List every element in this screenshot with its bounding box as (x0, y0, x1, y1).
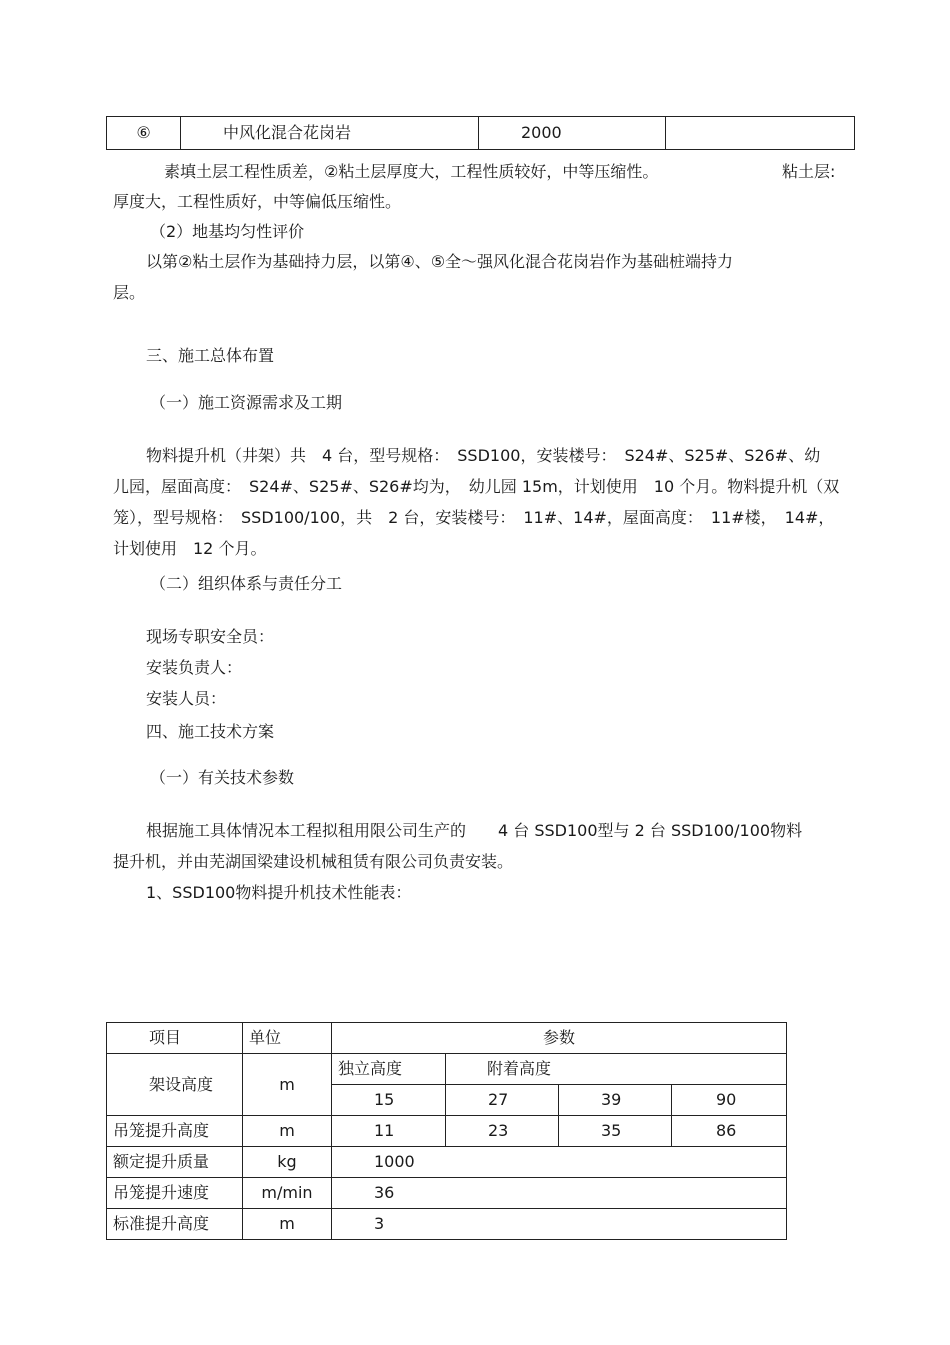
table-row (107, 1178, 787, 1209)
paragraph-bearing-line1: 以第②粘土层作为基础持力层，以第④、⑤全～强风化混合花岗岩作为基础桩端持力 (146, 252, 734, 271)
paragraph-soil-line1-tail: 粘土层: (782, 162, 836, 181)
layer-value: 2000 (479, 117, 666, 150)
cage-lift-value: 23 (446, 1116, 559, 1147)
installers-label: 安装人员： (146, 689, 227, 708)
table-row (107, 1147, 787, 1178)
rated-load-value: 1000 (332, 1147, 787, 1178)
cage-lift-value: 11 (332, 1116, 446, 1147)
cage-lift-value: 86 (672, 1116, 787, 1147)
erect-value: 15 (332, 1085, 446, 1116)
performance-table (106, 1022, 787, 1240)
header-item: 项目 (107, 1023, 243, 1054)
table-row (107, 1116, 787, 1147)
header-unit: 单位 (243, 1023, 332, 1054)
attached-height-label: 附着高度 (446, 1054, 787, 1085)
paragraph-hoist-line4: 计划使用 12 个月。 (113, 539, 267, 558)
heading-uniformity: （2）地基均匀性评价 (150, 222, 305, 241)
erect-height-label: 架设高度 (107, 1054, 243, 1116)
layer-number: ⑥ (107, 117, 181, 150)
std-height-unit: m (243, 1209, 332, 1240)
table-row (107, 1209, 787, 1240)
free-height-label: 独立高度 (332, 1054, 446, 1085)
cage-speed-value: 36 (332, 1178, 787, 1209)
paragraph-hoist-line1: 物料提升机（井架）共 4 台，型号规格： SSD100，安装楼号： S24#、S25#、S26#、幼 (146, 446, 821, 465)
erect-value: 27 (446, 1085, 559, 1116)
paragraph-soil-line2: 厚度大，工程性质好，中等偏低压缩性。 (113, 192, 402, 211)
heading-resources: （一）施工资源需求及工期 (150, 393, 343, 412)
install-lead-label: 安装负责人： (146, 658, 243, 677)
paragraph-hoist-line3: 笼），型号规格： SSD100/100，共 2 台，安装楼号： 11#、14#，屋面高度： 11#楼， 14#， (113, 508, 835, 527)
cage-lift-value: 35 (559, 1116, 672, 1147)
soil-table (106, 116, 855, 150)
std-height-label: 标准提升高度 (107, 1209, 243, 1240)
table-row (107, 1054, 787, 1085)
heading-parameters: （一）有关技术参数 (150, 768, 295, 787)
rated-load-unit: kg (243, 1147, 332, 1178)
std-height-value: 3 (332, 1209, 787, 1240)
safety-officer-label: 现场专职安全员： (146, 627, 275, 646)
paragraph-bearing-line2: 层。 (113, 283, 146, 302)
cage-speed-label: 吊笼提升速度 (107, 1178, 243, 1209)
cage-lift-label: 吊笼提升高度 (107, 1116, 243, 1147)
heading-organization: （二）组织体系与责任分工 (150, 574, 343, 593)
paragraph-soil-line1: 素填土层工程性质差，②粘土层厚度大，工程性质较好，中等压缩性。 (164, 162, 659, 181)
table-row (107, 117, 855, 150)
table-row (107, 1023, 787, 1054)
layer-name: 中风化混合花岗岩 (181, 117, 479, 150)
layer-empty-cell (666, 117, 855, 150)
rated-load-label: 额定提升质量 (107, 1147, 243, 1178)
table-title: 1、SSD100物料提升机技术性能表： (146, 883, 412, 902)
erect-height-unit: m (243, 1054, 332, 1116)
heading-section-4: 四、施工技术方案 (146, 722, 275, 741)
cage-speed-unit: m/min (243, 1178, 332, 1209)
paragraph-rental-line2: 提升机，并由芜湖国梁建设机械租赁有限公司负责安装。 (113, 852, 514, 871)
erect-value: 39 (559, 1085, 672, 1116)
cage-lift-unit: m (243, 1116, 332, 1147)
paragraph-hoist-line2: 儿园，屋面高度： S24#、S25#、S26#均为， 幼儿园 15m，计划使用 10 个月。物料提升机（双 (113, 477, 840, 496)
heading-section-3: 三、施工总体布置 (146, 346, 275, 365)
header-params: 参数 (332, 1023, 787, 1054)
paragraph-rental-line1: 根据施工具体情况本工程拟租用限公司生产的 4 台 SSD100型与 2 台 SSD100/100物料 (146, 821, 803, 840)
erect-value: 90 (672, 1085, 787, 1116)
